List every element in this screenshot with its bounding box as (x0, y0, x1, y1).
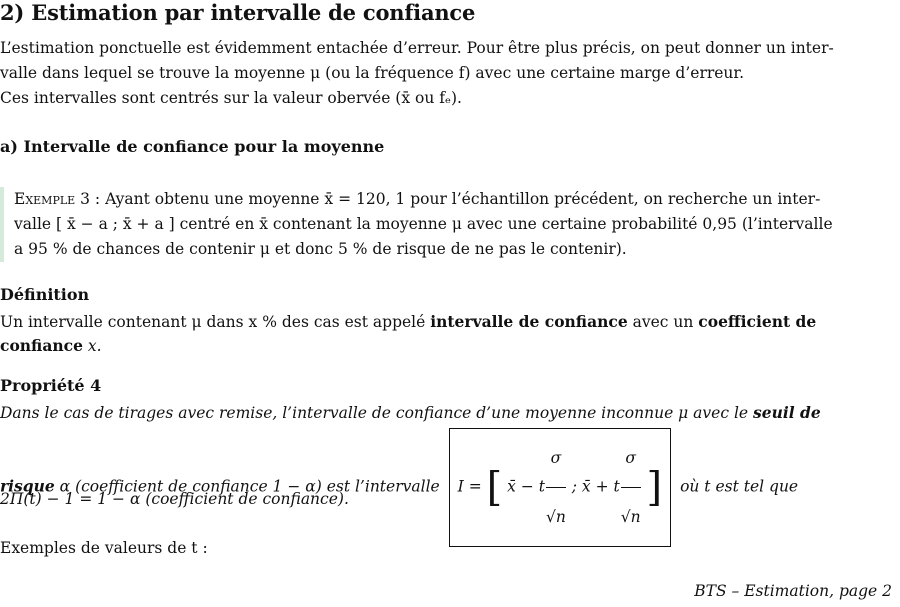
property-term-seuil: seuil de (753, 403, 821, 422)
examples-values-line: Exemples de valeurs de t : (0, 539, 208, 557)
definition-text-1: Un intervalle contenant μ dans x % des cas est appelé (0, 313, 431, 331)
example-text-2: valle [ x̄ − a ; x̄ + a ] centré en x̄ contenant la moyenne μ avec une certaine probabilité 0,95 (l’intervalle (14, 215, 833, 233)
example-block (0, 187, 896, 262)
right-bracket-icon: ] (646, 464, 663, 511)
definition-term-1: intervalle de confiance (430, 312, 628, 331)
intro-line-3: Ces intervalles sont centrés sur la valeur obervée (x̄ ou fₑ). (0, 89, 462, 107)
formula-separator: ; (566, 477, 582, 496)
definition-term-2b: confiance (0, 336, 83, 355)
intro-line-2: valle dans lequel se trouve la moyenne μ (ou la fréquence f) avec une certaine marge d’erreur. (0, 64, 745, 82)
fraction-numerator: σ (546, 429, 566, 488)
property-term-risque: risque (0, 476, 55, 496)
fraction-numerator-2: σ (621, 429, 641, 488)
property-line-3: 2Π(t) − 1 = 1 − α (coefficient de confiance). (0, 490, 349, 508)
formula-left-bound: x̄ − t (507, 477, 545, 496)
definition-line-1 (0, 309, 896, 335)
intro-line-1: L’estimation ponctuelle est évidemment entachée d’erreur. Pour être plus précis, on peut donner un inter- (0, 39, 834, 57)
property-line-1 (0, 400, 896, 426)
example-line-1 (14, 187, 896, 212)
left-bracket-icon: [ (486, 464, 503, 511)
definition-text-3: x. (82, 337, 102, 355)
formula-right-bound: x̄ + t (581, 477, 620, 496)
property-heading: Propriété 4 (0, 376, 102, 395)
property-text-2b: α (coefficient de confiance 1 − α) est l’intervalle (54, 477, 440, 496)
example-text-1: Ayant obtenu une moyenne x̄ = 120, 1 pour l’échantillon précédent, on recherche un inter- (105, 190, 821, 208)
definition-term-2a: coefficient de (698, 312, 817, 331)
definition-text-2: avec un (627, 313, 699, 331)
example-text-3: a 95 % de chances de contenir μ et donc 5 % de risque de ne pas le contenir). (14, 240, 627, 258)
definition-line-2 (0, 333, 896, 359)
section-heading: 2) Estimation par intervalle de confiance (0, 0, 476, 25)
fraction-denominator-2: √n (620, 508, 641, 526)
page-footer: BTS – Estimation, page 2 (694, 582, 892, 600)
property-text-1a: Dans le cas de tirages avec remise, l’intervalle de confiance d’une moyenne inconnue μ avec le (0, 404, 754, 422)
definition-heading: Définition (0, 285, 90, 304)
example-label: Exemple 3 : (14, 190, 101, 208)
property-text-2c: où t est tel que (680, 477, 799, 496)
formula-i-equals: I = (457, 477, 487, 496)
fraction-denominator: √n (545, 508, 566, 526)
subsection-heading: a) Intervalle de confiance pour la moyenne (0, 137, 385, 156)
